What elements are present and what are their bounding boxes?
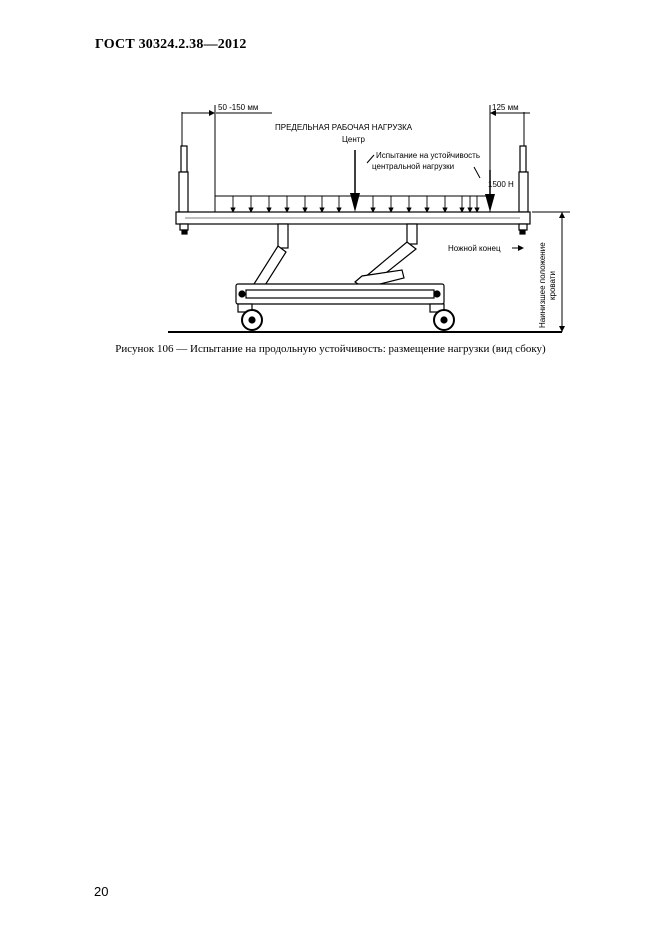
page-number: 20: [94, 884, 109, 899]
force-arrow: [485, 170, 495, 212]
bed: [176, 146, 530, 330]
force-label: 1500 Н: [488, 180, 514, 189]
foot-end-label: Ножной конец: [448, 244, 501, 253]
bed-stability-figure: [0, 0, 661, 340]
vertical-label-2: кровати: [548, 271, 557, 300]
center-load-arrow: [350, 150, 360, 212]
load-title: ПРЕДЕЛЬНАЯ РАБОЧАЯ НАГРУЗКА: [275, 123, 413, 132]
test-label-2: центральной нагрузки: [372, 162, 455, 171]
figure-caption: Рисунок 106 — Испытание на продольную устойчивость: размещение нагрузки (вид сбоку): [115, 343, 546, 355]
dim-right-label: 125 мм: [492, 103, 519, 112]
dim-left-label: 50 -150 мм: [218, 103, 259, 112]
test-label-1: Испытание на устойчивость: [376, 151, 480, 160]
center-label: Центр: [342, 135, 365, 144]
vertical-label-1: Наинизшее положение: [538, 242, 547, 328]
document-header: ГОСТ 30324.2.38—2012: [95, 37, 247, 52]
